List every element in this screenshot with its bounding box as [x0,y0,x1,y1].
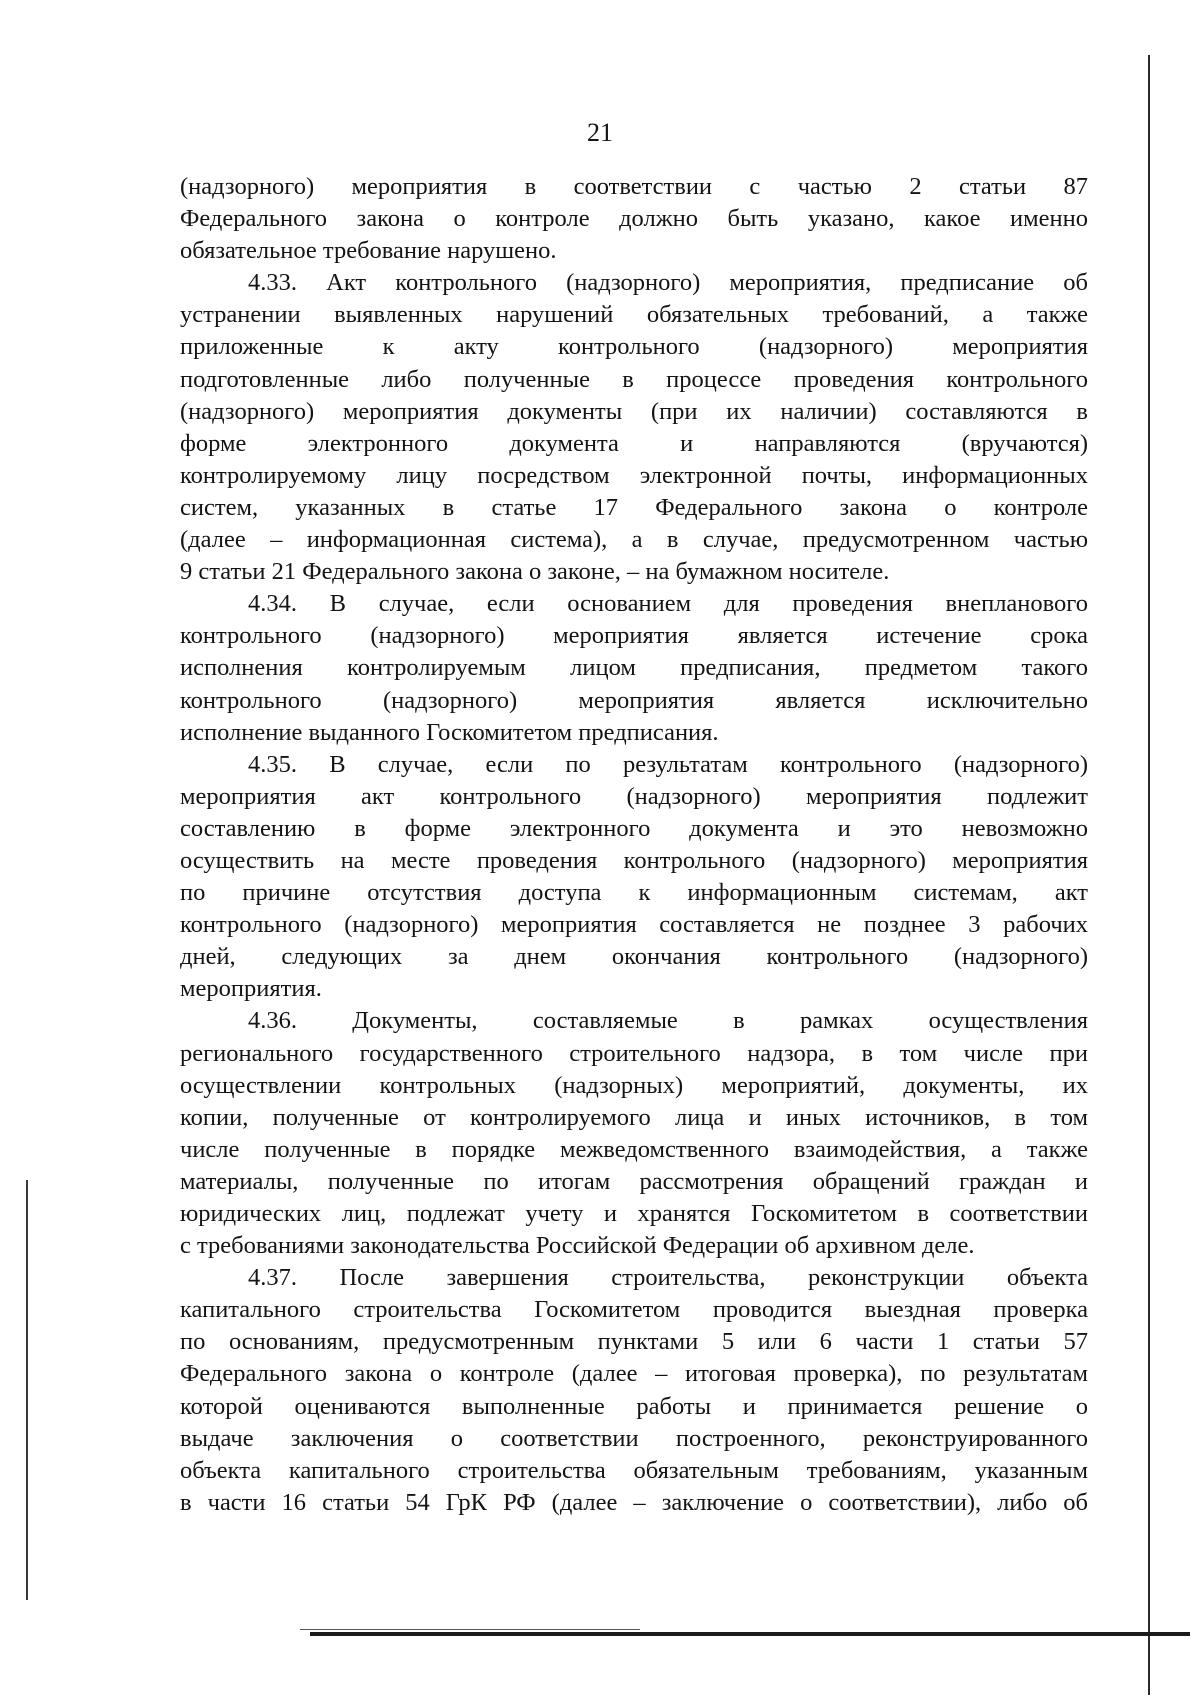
text-line: с требованиями законодательства Российской Федерации об архивном деле. [180,1232,975,1260]
text-line: устранении выявленных нарушений обязательных требований, а также [180,301,1088,329]
text-line: объекта капитального строительства обязательным требованиям, указанным [180,1456,1088,1484]
text-line: (далее – информационная система), а в случае, предусмотренном частью [180,526,1088,554]
text-line: числе полученные в порядке межведомственного взаимодействия, а также [180,1135,1088,1163]
text-line: Федерального закона о контроле должно быть указано, какое именно [180,205,1088,233]
scan-edge-right [1148,55,1150,1695]
paragraph-first-line: 4.36. Документы, составляемые в рамках осуществления [248,1007,1088,1035]
paragraph-first-line: 4.37. После завершения строительства, реконструкции объекта [248,1264,1088,1292]
text-line: 9 статьи 21 Федерального закона о законе, – на бумажном носителе. [180,558,890,586]
text-line: подготовленные либо полученные в процессе проведения контрольного [180,365,1088,393]
text-line: контрольного (надзорного) мероприятия является исключительно [180,686,1088,714]
text-line: материалы, полученные по итогам рассмотрения обращений граждан и [180,1167,1088,1195]
text-line: (надзорного) мероприятия в соответствии с частью 2 статьи 87 [180,173,1088,200]
text-line: дней, следующих за днем окончания контрольного (надзорного) [180,943,1088,971]
text-line: Федерального закона о контроле (далее – итоговая проверка), по результатам [180,1360,1088,1388]
text-line: по основаниям, предусмотренным пунктами 5 или 6 части 1 статьи 57 [180,1328,1088,1356]
text-line: исполнения контролируемым лицом предписания, предметом такого [180,654,1088,682]
paragraph-first-line: 4.35. В случае, если по результатам контрольного (надзорного) [248,750,1088,778]
text-line: по причине отсутствия доступа к информационным системам, акт [180,879,1088,907]
paragraph-first-line: 4.34. В случае, если основанием для проведения внепланового [248,590,1088,618]
document-body [180,171,1088,1519]
text-line: копии, полученные от контролируемого лица и иных источников, в том [180,1103,1088,1131]
text-line: (надзорного) мероприятия документы (при их наличии) составляются в [180,397,1088,425]
text-line: мероприятия. [180,975,322,1003]
text-line: обязательное требование нарушено. [180,237,557,265]
text-line: систем, указанных в статье 17 Федерального закона о контроле [180,493,1088,521]
text-line: выдаче заключения о соответствии построенного, реконструированного [180,1424,1088,1452]
text-line: в части 16 статьи 54 ГрК РФ (далее – заключение о соответствии), либо об [180,1488,1088,1516]
text-line: контролируемому лицу посредством электронной почты, информационных [180,461,1088,489]
text-line: осуществить на месте проведения контрольного (надзорного) мероприятия [180,846,1088,874]
text-line: регионального государственного строительного надзора, в том числе при [180,1039,1088,1067]
scan-bottom-line-thin [300,1629,640,1630]
text-line: исполнение выданного Госкомитетом предписания. [180,718,719,746]
text-line: составлению в форме электронного документа и это невозможно [180,814,1088,842]
text-line: мероприятия акт контрольного (надзорного) мероприятия подлежит [180,782,1088,810]
text-line: приложенные к акту контрольного (надзорного) мероприятия [180,333,1088,361]
text-line: капитального строительства Госкомитетом проводится выездная проверка [180,1296,1088,1324]
text-line: форме электронного документа и направляются (вручаются) [180,429,1088,457]
text-line: осуществлении контрольных (надзорных) мероприятий, документы, их [180,1071,1088,1099]
text-line: контрольного (надзорного) мероприятия является истечение срока [180,622,1088,650]
page-number: 21 [587,118,613,147]
text-line: юридических лиц, подлежат учету и хранятся Госкомитетом в соответствии [180,1200,1088,1227]
paragraph-first-line: 4.33. Акт контрольного (надзорного) мероприятия, предписание об [248,269,1088,297]
text-line: контрольного (надзорного) мероприятия составляется не позднее 3 рабочих [180,911,1088,939]
text-line: которой оцениваются выполненные работы и принимается решение о [180,1392,1088,1420]
scan-edge-left [26,1180,28,1600]
scan-bottom-line [310,1632,1190,1636]
